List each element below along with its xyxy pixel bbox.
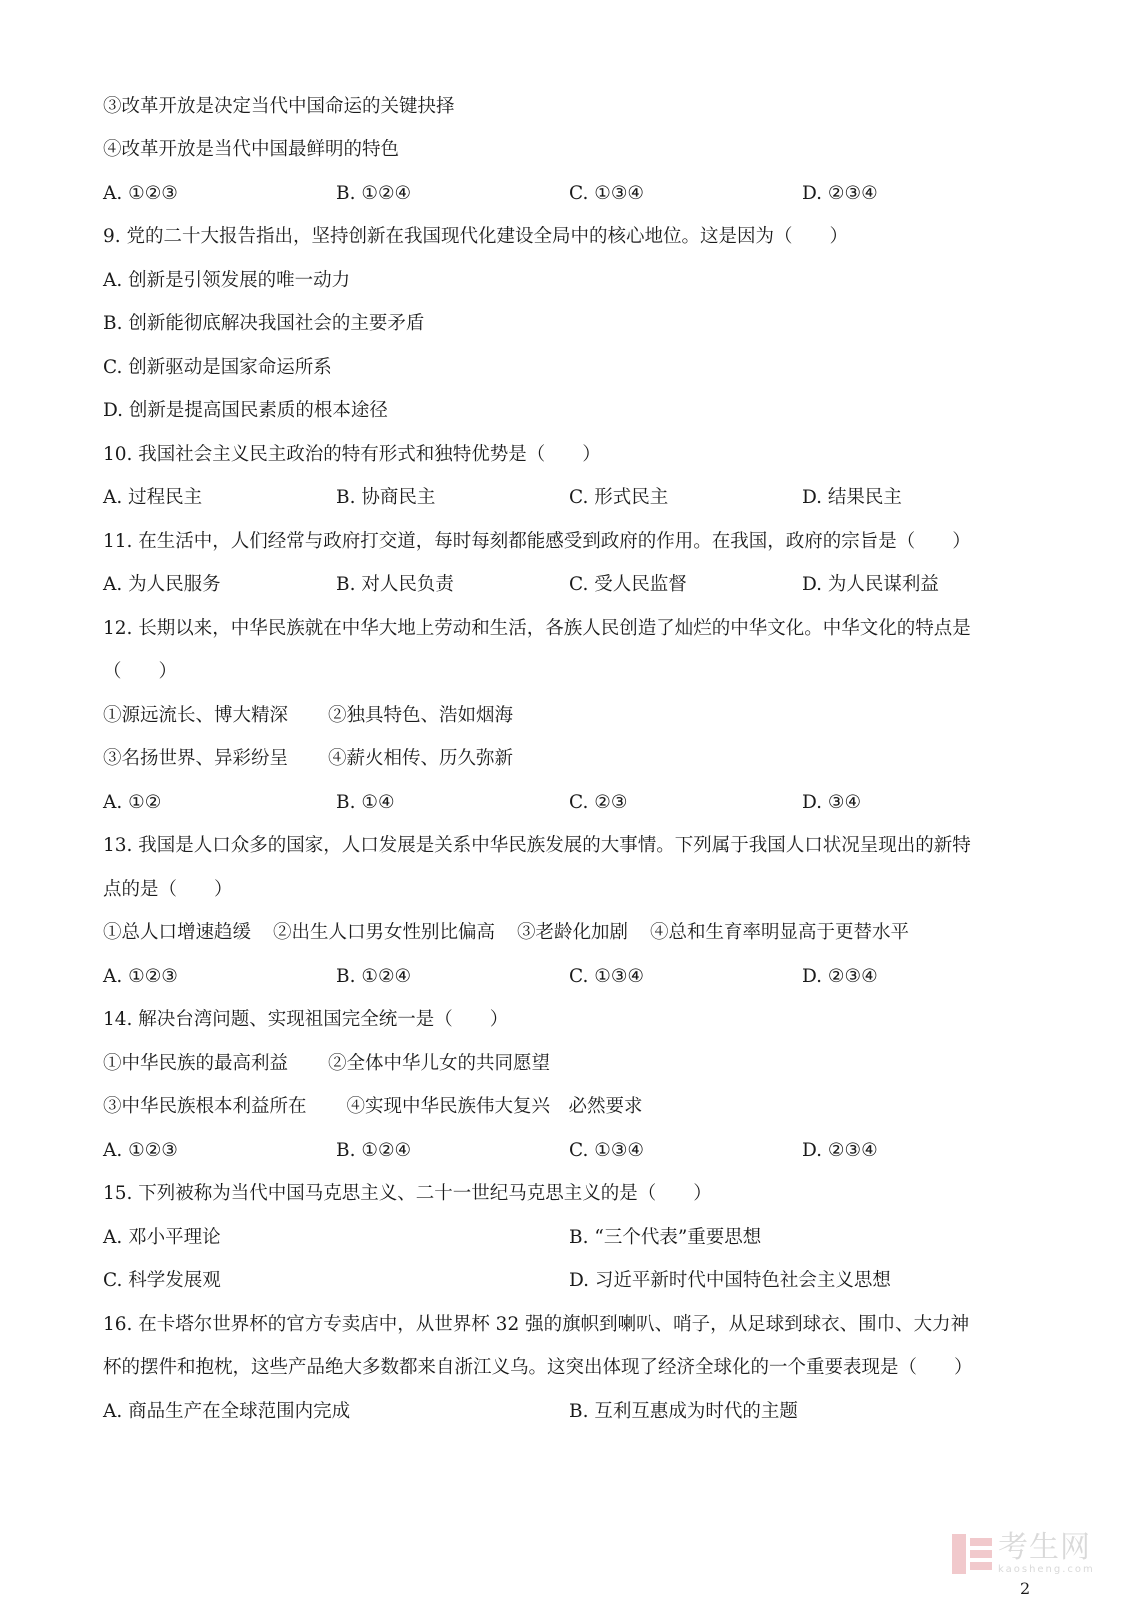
q14-option-d: D. ②③④	[802, 1140, 878, 1161]
q11-option-b: B. 对人民负责	[336, 574, 454, 595]
q13-option-b: B. ①②④	[336, 966, 412, 987]
q13-statement-2: ②出生人口男女性别比偏高	[273, 922, 496, 943]
q10-option-a: A. 过程民主	[103, 487, 203, 508]
kaosheng-watermark	[952, 1532, 1122, 1576]
q10-option-c: C. 形式民主	[569, 487, 669, 508]
q14-stem: 14. 解决台湾问题、实现祖国完全统一是（ ）	[103, 1009, 509, 1030]
q15-stem: 15. 下列被称为当代中国马克思主义、二十一世纪马克思主义的是（ ）	[103, 1183, 712, 1204]
q9-option-b: B. 创新能彻底解决我国社会的主要矛盾	[103, 313, 425, 334]
q11-option-a: A. 为人民服务	[103, 574, 221, 595]
q12-stem: 12. 长期以来，中华民族就在中华大地上劳动和生活，各族人民创造了灿烂的中华文化。中华文化的特点是	[103, 618, 971, 639]
q12-option-a: A. ①②	[103, 792, 162, 813]
q12-statement-4: ④薪火相传、历久弥新	[328, 748, 514, 769]
kaosheng-logo-icon	[952, 1534, 992, 1574]
q10-stem: 10. 我国社会主义民主政治的特有形式和独特优势是（ ）	[103, 444, 601, 465]
q11-stem: 11. 在生活中，人们经常与政府打交道，每时每刻都能感受到政府的作用。在我国，政府的宗旨是（ ）	[103, 531, 971, 552]
q14-option-b: B. ①②④	[336, 1140, 412, 1161]
q9-option-d: D. 创新是提高国民素质的根本途径	[103, 400, 388, 421]
q14-statement-1: ①中华民族的最高利益	[103, 1053, 289, 1074]
q8-option-a: A. ①②③	[103, 183, 178, 204]
q11-option-c: C. 受人民监督	[569, 574, 687, 595]
q10-option-b: B. 协商民主	[336, 487, 436, 508]
q14-statement-4: ④实现中华民族伟大复兴 必然要求	[346, 1096, 643, 1117]
q16-stem-cont: 杯的摆件和抱枕，这些产品绝大多数都来自浙江义乌。这突出体现了经济全球化的一个重要表现是（ ）	[103, 1357, 973, 1378]
q14-statement-3: ③中华民族根本利益所在	[103, 1096, 307, 1117]
q12-stem-bracket: （ ）	[103, 661, 178, 682]
q9-option-c: C. 创新驱动是国家命运所系	[103, 357, 332, 378]
q12-statement-3: ③名扬世界、异彩纷呈	[103, 748, 289, 769]
watermark-text: 考生网	[998, 1530, 1091, 1565]
q16-stem: 16. 在卡塔尔世界杯的官方专卖店中，从世界杯 32 强的旗帜到喇叭、哨子，从足球到球衣、围巾、大力神	[103, 1314, 970, 1335]
q13-option-d: D. ②③④	[802, 966, 878, 987]
q8-option-c: C. ①③④	[569, 183, 645, 204]
watermark-url: kaosheng.com	[998, 1564, 1095, 1575]
q15-option-a: A. 邓小平理论	[103, 1227, 221, 1248]
q12-option-d: D. ③④	[802, 792, 862, 813]
q13-statement-3: ③老龄化加剧	[517, 922, 629, 943]
q12-option-b: B. ①④	[336, 792, 395, 813]
q13-statement-1: ①总人口增速趋缓	[103, 922, 252, 943]
q14-option-a: A. ①②③	[103, 1140, 178, 1161]
q12-statements-row-2	[103, 746, 513, 772]
q8-statement-4: ④改革开放是当代中国最鲜明的特色	[103, 139, 400, 160]
q13-statements-row	[103, 920, 909, 946]
q8-statement-3: ③改革开放是决定当代中国命运的关键抉择	[103, 96, 455, 117]
q12-statements-row-1	[103, 703, 513, 729]
q15-option-d: D. 习近平新时代中国特色社会主义思想	[569, 1270, 891, 1291]
q14-option-c: C. ①③④	[569, 1140, 645, 1161]
q13-stem-cont: 点的是（ ）	[103, 879, 233, 900]
q14-statements-row-2	[103, 1094, 643, 1120]
q12-option-c: C. ②③	[569, 792, 628, 813]
q15-option-c: C. 科学发展观	[103, 1270, 221, 1291]
q14-statement-2: ②全体中华儿女的共同愿望	[328, 1053, 551, 1074]
q11-option-d: D. 为人民谋利益	[802, 574, 939, 595]
q15-option-b: B. “三个代表”重要思想	[569, 1227, 762, 1248]
q9-stem: 9. 党的二十大报告指出，坚持创新在我国现代化建设全局中的核心地位。这是因为（ ）	[103, 226, 849, 247]
q16-option-b: B. 互利互惠成为时代的主题	[569, 1401, 798, 1422]
q8-option-d: D. ②③④	[802, 183, 878, 204]
page-number: 2	[1020, 1579, 1031, 1598]
q13-statement-4: ④总和生育率明显高于更替水平	[650, 922, 910, 943]
q13-option-a: A. ①②③	[103, 966, 178, 987]
q9-option-a: A. 创新是引领发展的唯一动力	[103, 270, 351, 291]
q14-statements-row-1	[103, 1051, 550, 1077]
q13-option-c: C. ①③④	[569, 966, 645, 987]
q16-option-a: A. 商品生产在全球范围内完成	[103, 1401, 351, 1422]
q10-option-d: D. 结果民主	[802, 487, 902, 508]
q8-option-b: B. ①②④	[336, 183, 412, 204]
q12-statement-2: ②独具特色、浩如烟海	[328, 705, 514, 726]
q12-statement-1: ①源远流长、博大精深	[103, 705, 289, 726]
q13-stem: 13. 我国是人口众多的国家，人口发展是关系中华民族发展的大事情。下列属于我国人口状况呈现出的新特	[103, 835, 971, 856]
